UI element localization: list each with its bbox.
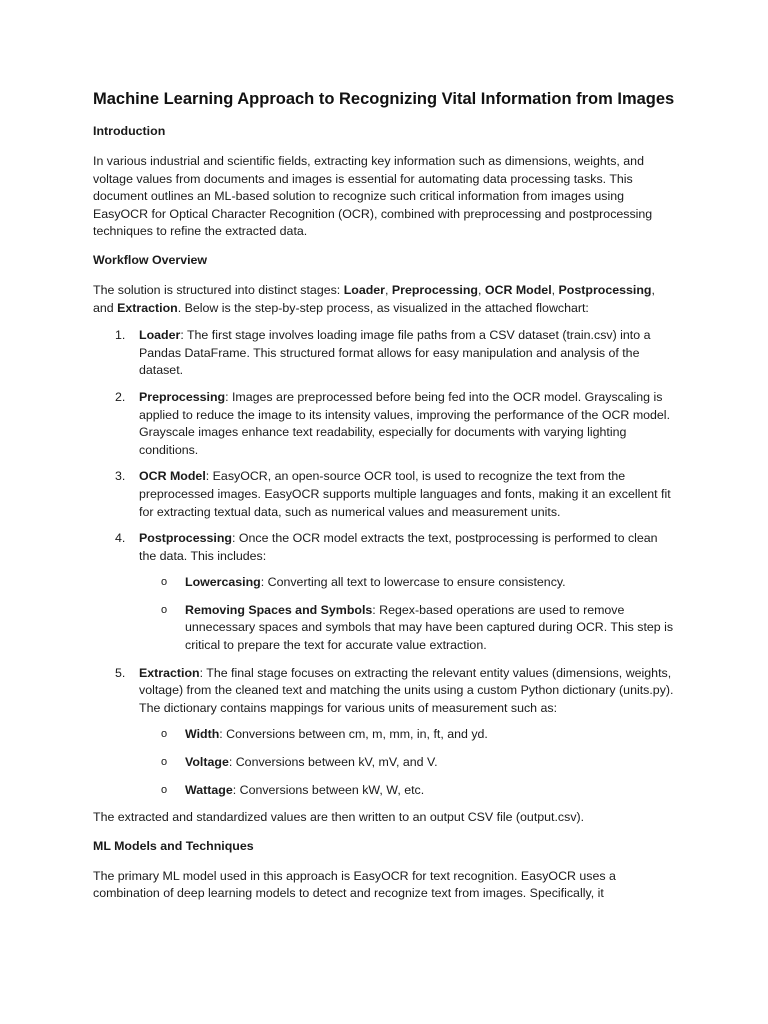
sub-item-width: o Width: Conversions between cm, m, mm, in, ft, and yd. bbox=[139, 726, 676, 744]
workflow-heading: Workflow Overview bbox=[93, 252, 208, 267]
workflow-intro-paragraph: The solution is structured into distinct stages: Loader, Preprocessing, OCR Model, Postprocessing, and Extraction. Below is the step-by-step process, as visualized in the attached flowchart: bbox=[93, 282, 655, 315]
step-item-ocr-model: 3. OCR Model: EasyOCR, an open-source OCR tool, is used to recognize the text from the preprocessed images. EasyOCR supports multiple languages and fonts, making it an excellent fit for extracting textual data, such as numerical values and measurement units. bbox=[115, 469, 671, 519]
bullet-icon: o bbox=[161, 783, 168, 796]
ml-models-heading: ML Models and Techniques bbox=[93, 838, 254, 853]
workflow-closing-paragraph: The extracted and standardized values are then written to an output CSV file (output.csv). bbox=[93, 810, 585, 825]
stage-preprocessing: Preprocessing bbox=[391, 282, 478, 297]
workflow-steps-list bbox=[93, 327, 676, 799]
step-item-extraction: 5. Extraction: The final stage focuses on extracting the relevant entity values (dimensions, weights, voltage) from the cleaned text and matching the units using a custom Python dictionary (units.py). The dictionary contains mappings for various units of measurement such as: o Width: Conversions between cm, m, mm, in, ft, and yd. o Voltage: Conversions between kV, mV, and V. o Wattage: Conversions between kW, W, etc. bbox=[93, 665, 676, 800]
introduction-heading: Introduction bbox=[93, 124, 166, 138]
step-item-postprocessing: 4. Postprocessing: Once the OCR model extracts the text, postprocessing is performed to clean the data. This includes: o Lowercasing: Converting all text to lowercase to ensure consistency. o Removing Spaces and Symbols: Regex-based operations are used to remove unnecessary spaces and symbols that may have been captured during OCR. This step is critical to prepare the text for accurate value extraction. bbox=[93, 530, 676, 655]
bullet-icon: o bbox=[161, 603, 168, 616]
introduction-paragraph: In various industrial and scientific fields, extracting key information such as dimensions, weights, and voltage values from documents and images is essential for automating data processing tasks. This document outlines an ML-based solution to recognize such critical information from images using EasyOCR for Optical Character Recognition (OCR), combined with preprocessing and postprocessing techniques to refine the extracted data. bbox=[93, 154, 653, 239]
ml-models-paragraph: The primary ML model used in this approach is EasyOCR for text recognition. EasyOCR uses a combination of deep learning models to detect and recognize text from images. Specifically, it bbox=[93, 868, 616, 901]
step-item-loader: 1. Loader: The first stage involves loading image file paths from a CSV dataset (train.csv) into a Pandas DataFrame. This structured format allows for easy manipulation and analysis of the dataset. bbox=[115, 328, 651, 378]
bullet-icon: o bbox=[161, 576, 168, 589]
stage-loader: Loader bbox=[343, 282, 385, 297]
bullet-icon: o bbox=[161, 728, 168, 741]
sub-item-lowercasing: o Lowercasing: Converting all text to lowercase to ensure consistency. bbox=[139, 574, 676, 592]
sub-item-removing-spaces: o Removing Spaces and Symbols: Regex-based operations are used to remove unnecessary spaces and symbols that may have been captured during OCR. This step is critical to prepare the text for accurate value extraction. bbox=[161, 602, 674, 653]
extraction-sublist bbox=[139, 726, 676, 799]
step-item-preprocessing: 2. Preprocessing: Images are preprocessed before being fed into the OCR model. Grayscaling is applied to reduce the image to its intensity values, improving the performance of the OCR model. Grayscale images enhance text readability, especially for documents with varying lighting conditions. bbox=[115, 389, 671, 457]
document-title: Machine Learning Approach to Recognizing Vital Information from Images bbox=[93, 90, 675, 108]
sub-item-wattage: o Wattage: Conversions between kW, W, etc. bbox=[139, 782, 676, 800]
postprocessing-sublist bbox=[139, 574, 676, 654]
stage-ocr-model: OCR Model bbox=[484, 282, 552, 297]
bullet-icon: o bbox=[161, 756, 168, 769]
stage-postprocessing: Postprocessing bbox=[558, 282, 652, 297]
sub-item-voltage: o Voltage: Conversions between kV, mV, and V. bbox=[139, 754, 676, 772]
stage-extraction: Extraction bbox=[117, 300, 178, 315]
